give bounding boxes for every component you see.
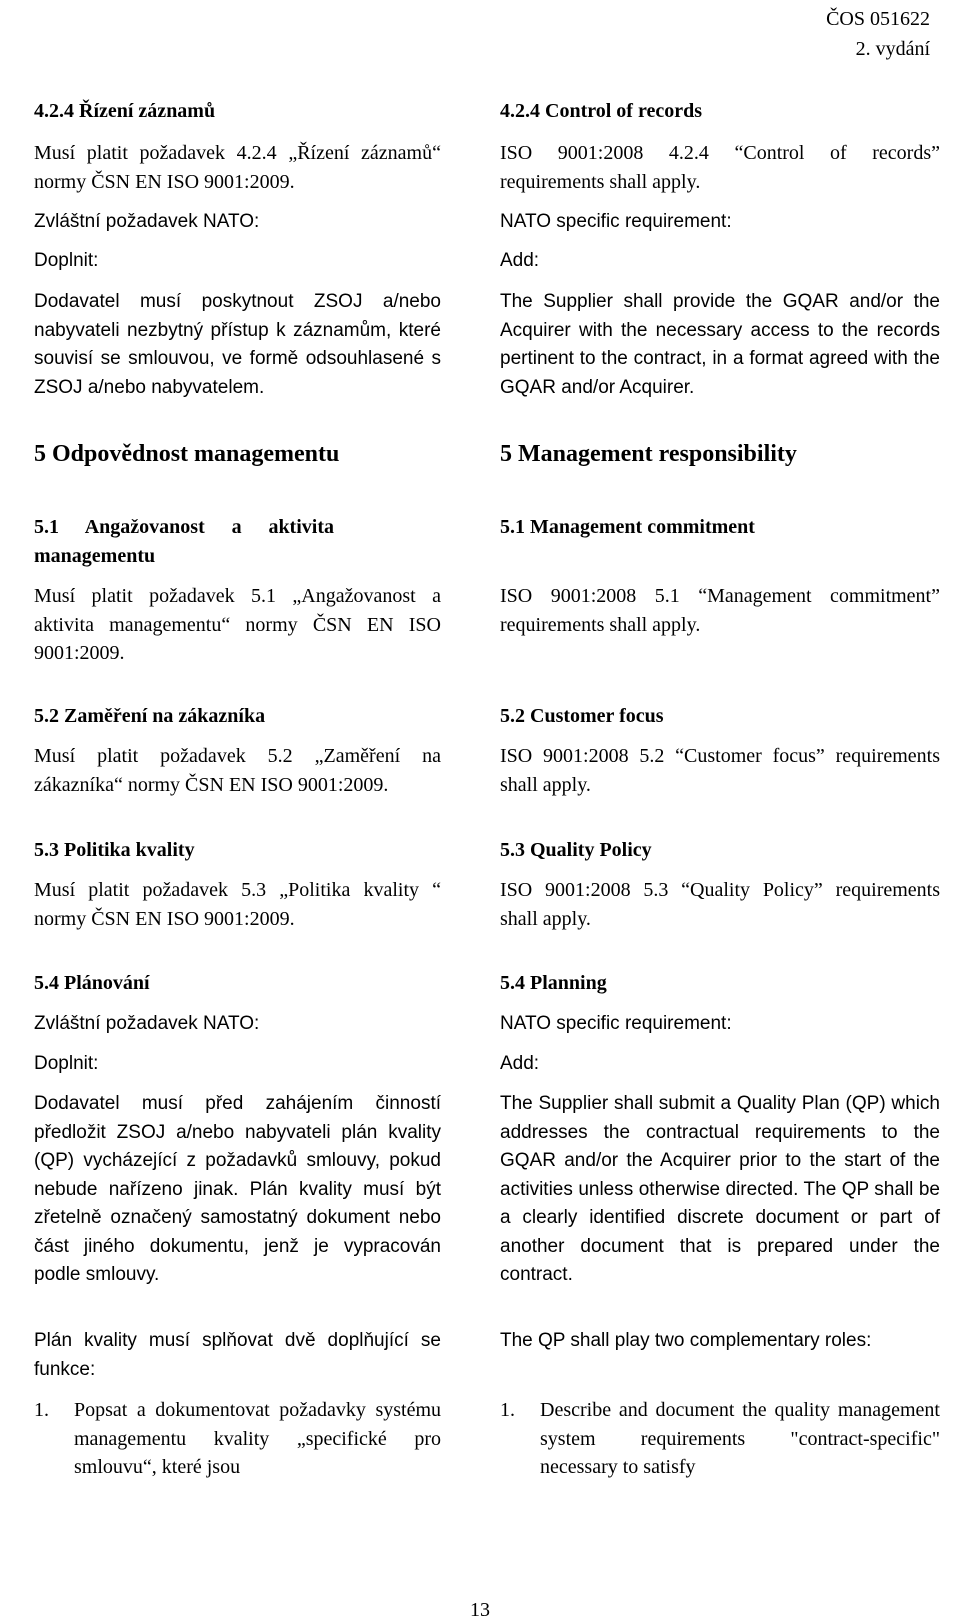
add-label: Doplnit:: [34, 1053, 99, 1074]
section-54-text: The Supplier shall submit a Quality Plan (QP) which addresses the contractual requirements to the GQAR and/or the Acquirer prior to the start of the activities unless otherwise directed. The QP shall be a clearly identified discrete document or part of another document that is prepared under the contract.: [500, 1093, 940, 1285]
standard-number: ČOS 051622: [826, 8, 930, 30]
section-54-heading: 5.4 Planning: [500, 972, 607, 994]
section-424-body: Musí platit požadavek 4.2.4 „Řízení záznamů“ normy ČSN EN ISO 9001:2009.: [34, 142, 441, 193]
list-item-number: 1.: [500, 1399, 515, 1421]
section-52-heading: 5.2 Customer focus: [500, 705, 664, 727]
document-header: [826, 4, 930, 64]
section-54-roles: The QP shall play two complementary roles:: [500, 1330, 872, 1351]
section-53-heading: 5.3 Politika kvality: [34, 839, 195, 861]
edition: 2. vydání: [855, 38, 930, 60]
section-51-body: ISO 9001:2008 5.1 “Management commitment” requirements shall apply.: [500, 585, 940, 636]
section-53-body: ISO 9001:2008 5.3 “Quality Policy” requirements shall apply.: [500, 879, 940, 930]
section-52-body: ISO 9001:2008 5.2 “Customer focus” requirements shall apply.: [500, 745, 940, 796]
section-53-heading: 5.3 Quality Policy: [500, 839, 652, 861]
add-label: Add:: [500, 250, 540, 271]
add-label: Add:: [500, 1053, 540, 1074]
section-54-heading: 5.4 Plánování: [34, 972, 150, 994]
section-52-body: Musí platit požadavek 5.2 „Zaměření na zákazníka“ normy ČSN EN ISO 9001:2009.: [34, 745, 441, 796]
nato-requirement-label: Zvláštní požadavek NATO:: [34, 211, 260, 232]
page-number: 13: [470, 1599, 490, 1621]
list-item: [500, 1396, 940, 1482]
section-53-body: Musí platit požadavek 5.3 „Politika kvality “ normy ČSN EN ISO 9001:2009.: [34, 879, 441, 930]
section-51-heading: 5.1 Angažovanost a aktivita managementu: [34, 516, 334, 567]
nato-requirement-label: Zvláštní požadavek NATO:: [34, 1013, 260, 1034]
list-item-text: Popsat a dokumentovat požadavky systému managementu kvality „specifické pro smlouvu“, které jsou: [74, 1399, 441, 1478]
section-51-heading: 5.1 Management commitment: [500, 516, 755, 538]
list-item-number: 1.: [34, 1399, 49, 1421]
section-424-heading: 4.2.4 Řízení záznamů: [34, 100, 216, 122]
add-label: Doplnit:: [34, 250, 99, 271]
section-424-text: Dodavatel musí poskytnout ZSOJ a/nebo nabyvateli nezbytný přístup k záznamům, které souvisí se smlouvou, ve formě odsouhlasené s ZSOJ a/nebo nabyvatelem.: [34, 291, 441, 398]
section-424-heading: 4.2.4 Control of records: [500, 100, 703, 122]
section-52-heading: 5.2 Zaměření na zákazníka: [34, 705, 266, 727]
section-5-heading: 5 Management responsibility: [500, 441, 797, 467]
section-51-body: Musí platit požadavek 5.1 „Angažovanost a aktivita managementu“ normy ČSN EN ISO 9001:2009.: [34, 585, 441, 664]
section-54-roles: Plán kvality musí splňovat dvě doplňující se funkce:: [34, 1330, 441, 1380]
nato-requirement-label: NATO specific requirement:: [500, 211, 732, 232]
list-item: [34, 1396, 441, 1482]
list-item-text: Describe and document the quality management system requirements "contract-specific" necessary to satisfy: [540, 1399, 940, 1478]
section-424-body: ISO 9001:2008 4.2.4 “Control of records” requirements shall apply.: [500, 142, 940, 193]
section-5-heading: 5 Odpovědnost managementu: [34, 441, 340, 467]
nato-requirement-label: NATO specific requirement:: [500, 1013, 732, 1034]
section-424-text: The Supplier shall provide the GQAR and/or the Acquirer with the necessary access to the records pertinent to the contract, in a format agreed with the GQAR and/or Acquirer.: [500, 291, 940, 398]
section-54-text: Dodavatel musí před zahájením činností předložit ZSOJ a/nebo nabyvateli plán kvality (QP) vycházející z požadavků smlouvy, pokud nebude nařízeno jinak. Plán kvality musí být zřetelně označený samostatný dokument nebo část jiného dokumentu, jenž je vypracován podle smlouvy.: [34, 1093, 441, 1285]
